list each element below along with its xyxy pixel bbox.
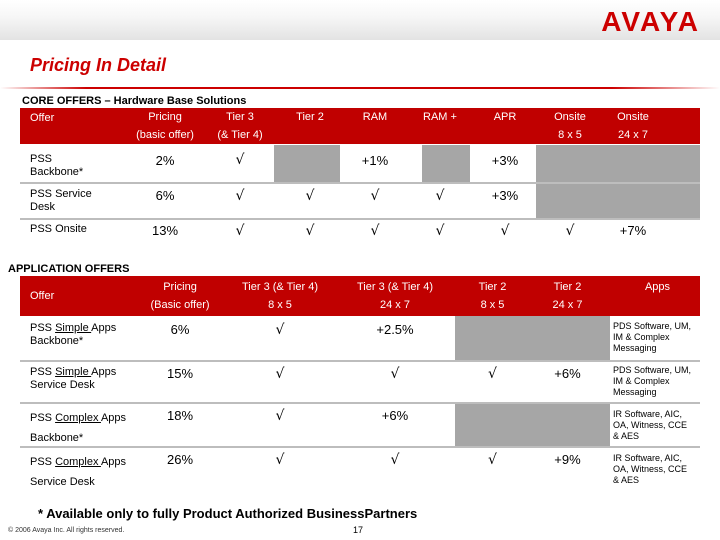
check-icon: √ xyxy=(235,223,245,239)
core-row-label: PSS Service Desk xyxy=(30,188,92,213)
app-row-apps: PDS Software, UM, IM & Complex Messaging xyxy=(613,321,692,353)
page-title: Pricing In Detail xyxy=(30,55,167,75)
app-header-tier2-8x5: Tier 2 xyxy=(478,281,507,293)
app-header-tier2-8x5-sub: 8 x 5 xyxy=(480,299,505,311)
row-divider xyxy=(20,446,700,448)
app-header-tier3-8x5-sub: 8 x 5 xyxy=(268,299,292,311)
core-row-label: PSS Onsite xyxy=(30,223,87,235)
app-row-apps: PDS Software, UM, IM & Complex Messaging xyxy=(613,365,692,397)
gray-cell xyxy=(455,404,610,446)
core-header-tier2: Tier 2 xyxy=(296,111,324,123)
check-icon: √ xyxy=(390,366,400,382)
app-header-pricing-sub: (Basic offer) xyxy=(150,299,210,311)
core-header-tier3: Tier 3 xyxy=(226,111,254,123)
app-row-price: 15% xyxy=(166,366,194,381)
app-section-title: APPLICATION OFFERS xyxy=(8,263,130,275)
check-icon: √ xyxy=(275,366,285,382)
check-icon: √ xyxy=(305,188,315,204)
app-row-apps: IR Software, AIC, OA, Witness, CCE & AES xyxy=(613,453,688,485)
core-row-price: 13% xyxy=(151,223,179,238)
core-row-onsite: +7% xyxy=(619,223,647,238)
app-row-apps: IR Software, AIC, OA, Witness, CCE & AES xyxy=(613,409,688,441)
gray-cell xyxy=(422,145,470,182)
core-header-pricing-sub: (basic offer) xyxy=(136,129,194,141)
core-header-offer: Offer xyxy=(30,112,55,124)
app-row-label: PSS Complex Apps Service Desk xyxy=(30,456,127,488)
core-row-label: PSS Backbone* xyxy=(30,153,84,178)
core-header-onsite-8x5: Onsite xyxy=(554,111,586,123)
core-header-ramplus: RAM + xyxy=(423,111,457,123)
core-header-ram: RAM xyxy=(362,111,388,123)
title-rule xyxy=(0,87,720,89)
app-header-tier3-24x7-sub: 24 x 7 xyxy=(380,299,410,311)
app-row-price: 26% xyxy=(166,452,194,467)
avaya-logo: AVAYA xyxy=(601,6,700,37)
core-row-ram: +1% xyxy=(361,153,389,168)
check-icon: √ xyxy=(275,452,285,468)
core-header-apr: APR xyxy=(493,111,517,123)
app-header-pricing: Pricing xyxy=(163,281,197,293)
check-icon: √ xyxy=(370,223,380,239)
gray-cell xyxy=(455,316,610,360)
core-header-tier3-sub: (& Tier 4) xyxy=(217,129,263,141)
gray-cell xyxy=(274,145,340,182)
app-header-offer: Offer xyxy=(30,290,55,302)
check-icon: √ xyxy=(488,452,497,468)
app-header-tier2-24x7: Tier 2 xyxy=(553,281,582,293)
gray-cell xyxy=(536,145,700,182)
core-section-title: CORE OFFERS – Hardware Base Solutions xyxy=(22,95,247,107)
core-header-pricing: Pricing xyxy=(148,111,182,123)
check-icon: √ xyxy=(435,188,445,204)
row-divider xyxy=(20,360,700,362)
check-icon: √ xyxy=(500,223,510,239)
check-icon: √ xyxy=(370,188,380,204)
app-row-label: PSS Simple Apps Backbone* xyxy=(30,322,117,347)
app-row-tier3-24x7: +6% xyxy=(381,408,409,423)
core-header-onsite-24x7: Onsite xyxy=(617,111,649,123)
check-icon: √ xyxy=(488,366,497,382)
core-row-apr: +3% xyxy=(491,188,519,203)
copyright: © 2006 Avaya Inc. All rights reserved. xyxy=(8,527,125,534)
check-icon: √ xyxy=(275,322,285,338)
app-row-tier2-24x7: +9% xyxy=(554,452,581,467)
app-row-tier2-24x7: +6% xyxy=(554,366,581,381)
check-icon: √ xyxy=(305,223,315,239)
page-number: 17 xyxy=(353,525,364,535)
core-header-onsite-8x5-sub: 8 x 5 xyxy=(558,129,582,141)
app-header-tier3-8x5: Tier 3 (& Tier 4) xyxy=(242,281,318,293)
check-icon: √ xyxy=(565,223,575,239)
check-icon: √ xyxy=(435,223,445,239)
core-row-apr: +3% xyxy=(491,153,519,168)
app-header-tier2-24x7-sub: 24 x 7 xyxy=(552,299,583,311)
core-header-onsite-24x7-sub: 24 x 7 xyxy=(618,129,648,141)
app-row-label: PSS Simple Apps Service Desk xyxy=(30,366,117,391)
app-header-tier3-24x7: Tier 3 (& Tier 4) xyxy=(357,281,433,293)
check-icon: √ xyxy=(390,452,400,468)
check-icon: √ xyxy=(235,152,245,168)
row-divider xyxy=(20,218,700,220)
check-icon: √ xyxy=(235,188,245,204)
check-icon: √ xyxy=(275,408,285,424)
core-row-price: 6% xyxy=(155,188,175,203)
app-row-price: 6% xyxy=(170,322,190,337)
app-row-label: PSS Complex Apps Backbone* xyxy=(30,412,127,444)
core-row-price: 2% xyxy=(155,153,175,168)
app-row-tier3-24x7: +2.5% xyxy=(376,322,414,337)
footnote: * Available only to fully Product Authorized BusinessPartners xyxy=(38,506,418,521)
app-row-price: 18% xyxy=(166,408,194,423)
gray-cell xyxy=(536,184,700,218)
app-header-apps: Apps xyxy=(644,281,671,293)
